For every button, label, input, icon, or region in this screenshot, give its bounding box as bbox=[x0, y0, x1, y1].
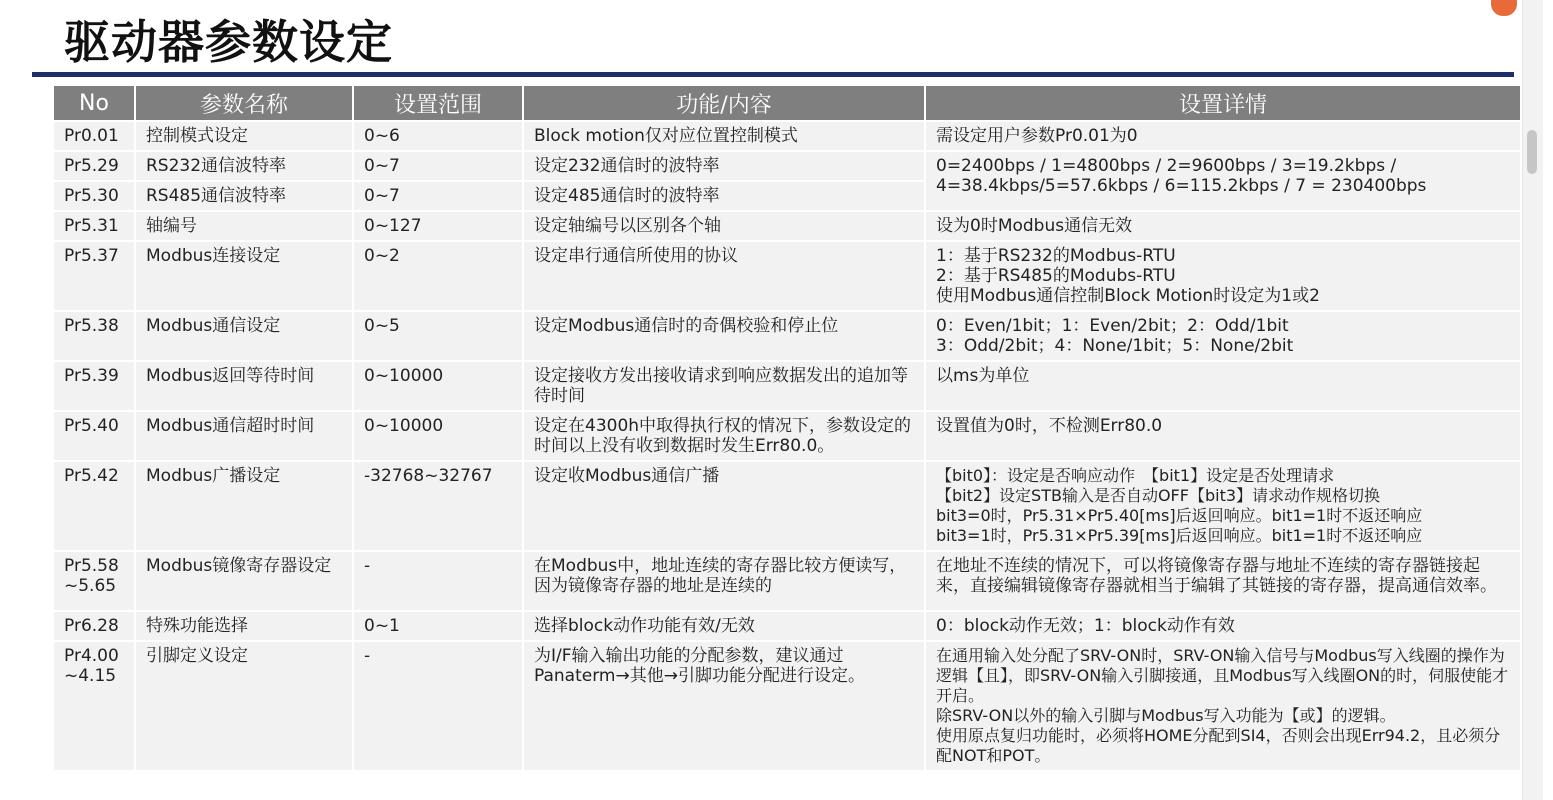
param-range: - bbox=[354, 552, 522, 610]
table-row bbox=[54, 212, 1520, 240]
param-name: Modbus连接设定 bbox=[136, 242, 352, 310]
param-detail: 设为0时Modbus通信无效 bbox=[926, 212, 1520, 240]
param-function: 设定在4300h中取得执行权的情况下，参数设定的时间以上没有收到数据时发生Err80.0。 bbox=[524, 412, 924, 460]
param-no: Pr0.01 bbox=[54, 122, 134, 150]
column-header-range: 设置范围 bbox=[354, 86, 522, 120]
table-row bbox=[54, 642, 1520, 770]
table-row bbox=[54, 122, 1520, 150]
param-function: 设定Modbus通信时的奇偶校验和停止位 bbox=[524, 312, 924, 360]
param-detail: 需设定用户参数Pr0.01为0 bbox=[926, 122, 1520, 150]
param-range: 0~10000 bbox=[354, 362, 522, 410]
param-detail: 以ms为单位 bbox=[926, 362, 1520, 410]
param-no: Pr5.38 bbox=[54, 312, 134, 360]
column-header-function: 功能/内容 bbox=[524, 86, 924, 120]
param-range: 0~5 bbox=[354, 312, 522, 360]
param-function: 设定轴编号以区别各个轴 bbox=[524, 212, 924, 240]
param-no: Pr5.58 ~5.65 bbox=[54, 552, 134, 610]
param-function: 设定串行通信所使用的协议 bbox=[524, 242, 924, 310]
param-name: Modbus通信设定 bbox=[136, 312, 352, 360]
param-range: 0~1 bbox=[354, 612, 522, 640]
table-row bbox=[54, 462, 1520, 550]
param-range: -32768~32767 bbox=[354, 462, 522, 550]
param-range: - bbox=[354, 642, 522, 770]
param-name: RS485通信波特率 bbox=[136, 182, 352, 210]
param-no: Pr5.30 bbox=[54, 182, 134, 210]
param-detail: 在地址不连续的情况下，可以将镜像寄存器与地址不连续的寄存器链接起来，直接编辑镜像寄存器就相当于编辑了其链接的寄存器，提高通信效率。 bbox=[926, 552, 1520, 610]
table-row bbox=[54, 152, 1520, 180]
column-header-detail: 设置详情 bbox=[926, 86, 1520, 120]
column-header-name: 参数名称 bbox=[136, 86, 352, 120]
table-row bbox=[54, 552, 1520, 610]
param-detail: 【bit0】：设定是否响应动作 【bit1】设定是否处理请求 【bit2】设定STB输入是否自动OFF【bit3】请求动作规格切换 bit3=0时，Pr5.31×Pr5.40[ms]后返回响应。bit1=1时不返还响应 bit3=1时，Pr5.31×Pr5.39[ms]后返回响应。bit1=1时不返还响应 bbox=[926, 462, 1520, 550]
param-detail: 1：基于RS232的Modbus-RTU 2：基于RS485的Modubs-RTU 使用Modbus通信控制Block Motion时设定为1或2 bbox=[926, 242, 1520, 310]
param-no: Pr5.42 bbox=[54, 462, 134, 550]
param-function: 设定收Modbus通信广播 bbox=[524, 462, 924, 550]
param-detail: 在通用输入处分配了SRV-ON时，SRV-ON输入信号与Modbus写入线圈的操作为逻辑【且】，即SRV-ON输入引脚接通，且Modbus写入线圈ON的时，伺服使能才开启。 除SRV-ON以外的输入引脚与Modbus写入功能为【或】的逻辑。 使用原点复归功能时，必须将HOME分配到SI4，否则会出现Err94.2，且必须分配NOT和POT。 bbox=[926, 642, 1520, 770]
param-range: 0~2 bbox=[354, 242, 522, 310]
param-name: 引脚定义设定 bbox=[136, 642, 352, 770]
param-range: 0~7 bbox=[354, 152, 522, 180]
param-no: Pr5.40 bbox=[54, 412, 134, 460]
param-no: Pr5.37 bbox=[54, 242, 134, 310]
param-name: Modbus通信超时时间 bbox=[136, 412, 352, 460]
page-title: 驱动器参数设定 bbox=[64, 15, 393, 69]
param-function: 设定接收方发出接收请求到响应数据发出的追加等待时间 bbox=[524, 362, 924, 410]
parameter-table bbox=[52, 84, 1522, 772]
param-name: 轴编号 bbox=[136, 212, 352, 240]
vertical-scrollbar[interactable] bbox=[1522, 0, 1543, 800]
param-function: 为I/F输入输出功能的分配参数，建议通过Panaterm→其他→引脚功能分配进行设定。 bbox=[524, 642, 924, 770]
table-row bbox=[54, 362, 1520, 410]
param-detail: 设置值为0时，不检测Err80.0 bbox=[926, 412, 1520, 460]
param-range: 0~127 bbox=[354, 212, 522, 240]
title-divider bbox=[32, 72, 1514, 77]
column-header-no: No bbox=[54, 86, 134, 120]
param-no: Pr5.31 bbox=[54, 212, 134, 240]
table-row bbox=[54, 612, 1520, 640]
table-row bbox=[54, 412, 1520, 460]
param-detail: 0=2400bps / 1=4800bps / 2=9600bps / 3=19.2kbps / 4=38.4kbps/5=57.6kbps / 6=115.2kbps / 7 = 230400bps bbox=[926, 152, 1520, 210]
param-name: Modbus返回等待时间 bbox=[136, 362, 352, 410]
table-row bbox=[54, 312, 1520, 360]
param-name: RS232通信波特率 bbox=[136, 152, 352, 180]
param-no: Pr5.39 bbox=[54, 362, 134, 410]
param-detail: 0：block动作无效；1：block动作有效 bbox=[926, 612, 1520, 640]
table-row bbox=[54, 242, 1520, 310]
param-name: 控制模式设定 bbox=[136, 122, 352, 150]
param-function: 在Modbus中，地址连续的寄存器比较方便读写，因为镜像寄存器的地址是连续的 bbox=[524, 552, 924, 610]
param-function: 设定485通信时的波特率 bbox=[524, 182, 924, 210]
param-range: 0~10000 bbox=[354, 412, 522, 460]
param-range: 0~7 bbox=[354, 182, 522, 210]
param-name: Modbus镜像寄存器设定 bbox=[136, 552, 352, 610]
param-range: 0~6 bbox=[354, 122, 522, 150]
app-badge-icon[interactable] bbox=[1491, 0, 1517, 16]
param-no: Pr6.28 bbox=[54, 612, 134, 640]
table-header-row bbox=[54, 86, 1520, 120]
param-function: 选择block动作功能有效/无效 bbox=[524, 612, 924, 640]
param-no: Pr4.00 ~4.15 bbox=[54, 642, 134, 770]
param-no: Pr5.29 bbox=[54, 152, 134, 180]
right-panel-edge bbox=[1543, 0, 1553, 800]
param-function: 设定232通信时的波特率 bbox=[524, 152, 924, 180]
param-name: 特殊功能选择 bbox=[136, 612, 352, 640]
param-detail: 0：Even/1bit；1：Even/2bit；2：Odd/1bit 3：Odd/2bit；4：None/1bit；5：None/2bit bbox=[926, 312, 1520, 360]
scrollbar-thumb[interactable] bbox=[1527, 130, 1537, 174]
param-name: Modbus广播设定 bbox=[136, 462, 352, 550]
param-function: Block motion仅对应位置控制模式 bbox=[524, 122, 924, 150]
